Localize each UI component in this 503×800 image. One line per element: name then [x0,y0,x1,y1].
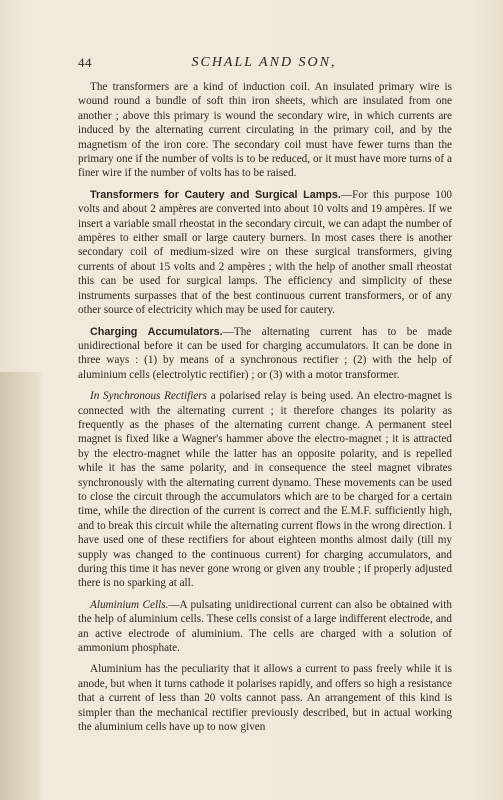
paragraph-accumulators [78,325,452,383]
running-head: SCHALL AND SON, [191,55,337,70]
italic-lead-aluminium: Aluminium Cells. [90,598,169,611]
section-heading-accumulators: Charging Accumulators. [90,325,223,338]
paragraph-text: The transformers are a kind of induction coil. An insulated primary wire is wound round a bundle of soft thin iron sheets, which are insulated from one another ; above this primary is wound the secondary wire, in which currents are induced by the alternating current circulating in the primary coil, and by the magnetism of the iron core. The secondary coil must have fewer turns than the primary one if the number of volts is to be reduced, or it must have more turns of a finer wire if the number of volts has to be raised. [78,81,452,180]
paragraph-text: Aluminium has the peculiarity that it allows a current to pass freely while it is anode, but when it turns cathode it polarises rapidly, and offers so high a resistance that a current of less than 20 volts cannot pass. An arrangement of this kind is simpler than the mechanical rectifier previously described, but in actual working the aluminium cells have up to now given [78,663,452,734]
body-text [78,80,452,741]
paragraph-text: a polarised relay is being used. An electro-magnet is connected with the alternating current ; it therefore changes its polarity as frequently as the phases of the alternating current change. A permanent steel magnet is fixed like a Wagner's hammer above the electro-magnet ; it is attracted by the electro-magnet while the latter has an opposite polarity, and is repelled while it has the same polarity, and in consequence the steel magnet vibrates synchronously with the alternating current dynamo. These movements can be used to close the circuit through the accumulators which are to be charged for a certain time, while the direction of the current is correct and the E.M.F. sufficiently high, and to break this circuit while the alternating current flows in the wrong direction. I have used one of these rectifiers for about eighteen months almost daily (till my supply was changed to the continuous current) for charging accumulators, and during this time it has never gone wrong or given any trouble ; if properly adjusted there is no sparking at all. [78,390,452,590]
paragraph-text: —For this purpose 100 volts and about 2 ampères are converted into about 10 volts and 19 ampères. If we insert a variable small rheostat in the secondary circuit, we can adapt the number of ampères to either small or large cautery burners. In most cases there is another secondary coil of medium-sized wire on these surgical transformers, giving currents of about 15 volts and 2 ampères ; with the help of another small rheostat this can be used for surgical lamps. The efficiency and simplicity of these instruments surpasses that of the best continuous current transformers, or of any other source of electricity which may be used for cautery. [78,188,453,317]
page-number: 44 [78,55,92,70]
section-heading-cautery: Transformers for Cautery and Surgical Lamps. [90,188,341,201]
paragraph-aluminium-cells [78,598,452,656]
paragraph-transformers [78,80,452,181]
paragraph-aluminium-peculiarity [78,662,452,734]
page-header [78,55,450,73]
paragraph-text: —The alternating current has to be made unidirectional before it can be used for charging accumulators. It can be done in three ways : (1) by means of a synchronous rectifier ; (2) with the help of aluminium cells (electrolytic rectifier) ; or (3) with a motor transformer. [78,325,453,381]
paragraph-text: —A pulsating unidirectional current can also be obtained with the help of aluminium cells. These cells consist of a large indifferent electrode, and an active electrode of aluminium. The cells are charged with a solution of ammonium phosphate. [78,598,452,655]
paragraph-cautery [78,188,452,318]
italic-lead-synchronous: In Synchronous Rectifiers [90,390,207,403]
page-edge-shadow [0,372,44,800]
paragraph-synchronous-rectifiers [78,389,452,591]
